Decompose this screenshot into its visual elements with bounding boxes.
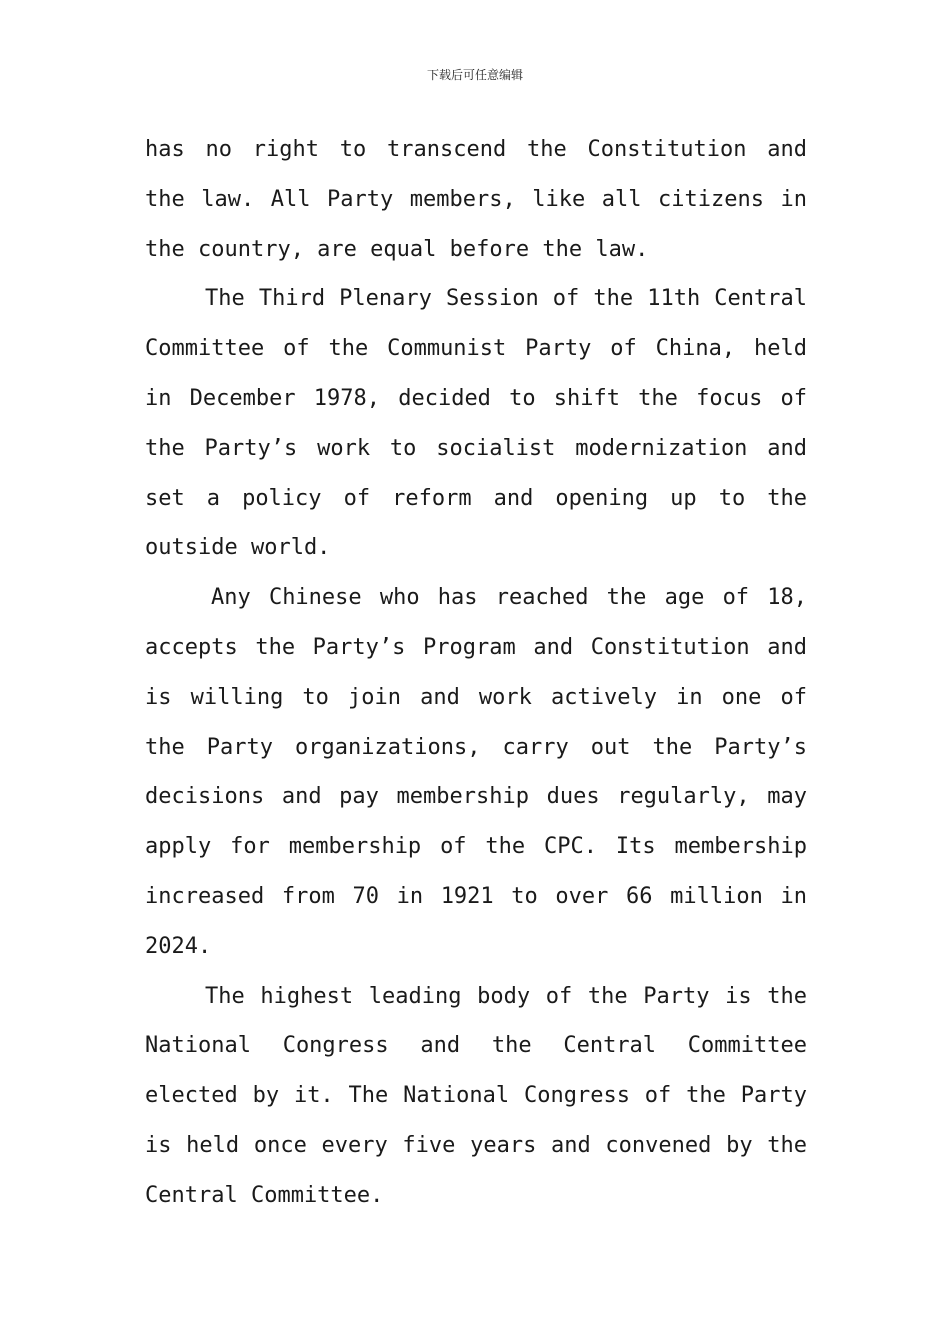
- paragraph-membership: Any Chinese who has reached the age of 18, accepts the Party’s Program and Constitution and is willing to join and work actively in one of the Party organizations, carry out the Party’s decisions and pay membership dues regularly, may apply for membership of the CPC. Its membership increased from 70 in 1921 to over 66 million in 2024.: [145, 585, 807, 959]
- paragraph-continuation: has no right to transcend the Constitution and the law. All Party members, like all citizens in the country, are equal before the law.: [145, 137, 807, 262]
- document-body: [145, 125, 807, 1221]
- paragraph-national-congress: The highest leading body of the Party is the National Congress and the Central Committee elected by it. The National Congress of the Party is held once every five years and convened by the Central Committee.: [145, 983, 807, 1208]
- page-header: 下载后可任意编辑: [426, 68, 523, 82]
- paragraph-plenary-session: The Third Plenary Session of the 11th Central Committee of the Communist Party of China, held in December 1978, decided to shift the focus of the Party’s work to socialist modernization and set a policy of reform and opening up to the outside world.: [145, 286, 807, 561]
